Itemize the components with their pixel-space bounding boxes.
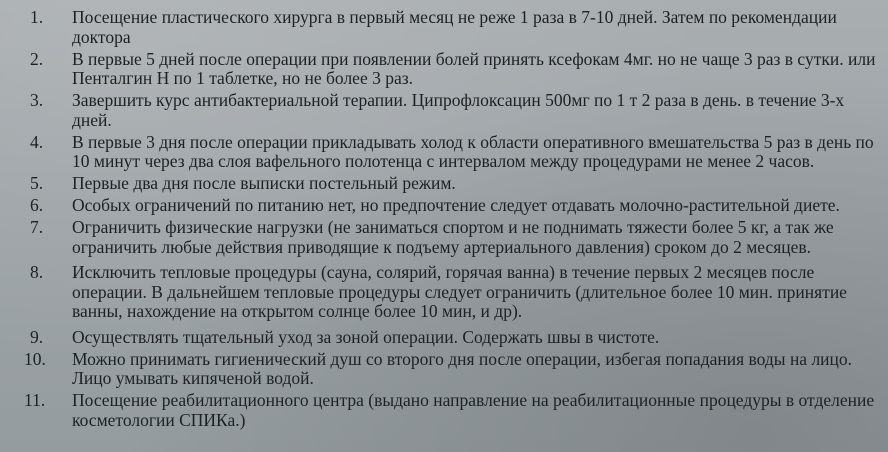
list-item	[0, 174, 888, 194]
list-item	[0, 133, 888, 172]
item-text: Осуществлять тщательный уход за зоной операции. Содержать швы в чистоте.	[72, 326, 660, 347]
item-number: 4.	[30, 131, 44, 152]
item-text: Ограничить физические нагрузки (не заниматься спортом и не поднимать тяжести более 5 кг, а так же ограничить любые действия приводящие к подъему артериального давления) сроком до 2 месяцев.	[72, 217, 834, 257]
list-item	[0, 391, 888, 430]
item-text: В первые 3 дня после операции прикладывать холод к области оперативного вмешательства 5 раз в день по 10 минут через два слоя вафельного полотенца с интервалом между процедурами не менее 2 часов.	[72, 131, 874, 171]
item-text: Можно принимать гигиенический душ со второго дня после операции, избегая попадания воды на лицо. Лицо умывать кипяченой водой.	[72, 348, 853, 388]
list-item	[0, 218, 888, 257]
item-text: Исключить тепловые процедуры (сауна, солярий, горячая ванна) в течение первых 2 месяцев после операции. В дальнейшем тепловые процедуры следует ограничить (длительное более 10 мин. принятие ванны, нахождение на открытом солнце более 10 мин, и др).	[72, 262, 847, 321]
recommendations-list	[0, 8, 888, 430]
item-number: 7.	[30, 217, 44, 237]
item-number: 9.	[30, 326, 44, 347]
item-number: 1.	[30, 7, 44, 27]
item-number: 11.	[24, 390, 46, 410]
item-number: 8.	[30, 262, 44, 282]
item-text: В первые 5 дней после операции при появлении болей принять ксефокам 4мг. но не чаще 3 раз в сутки. или Пенталгин Н по 1 таблетке, но не более 3 раз.	[72, 48, 876, 88]
item-text: Посещение реабилитационного центра (выдано направление на реабилитационные процедуры в отделение косметологии СПИКа.)	[72, 390, 875, 430]
item-text: Завершить курс антибактериальной терапии. Ципрофлоксацин 500мг по 1 т 2 раза в день. в течение 3-х дней.	[72, 90, 845, 130]
item-number: 6.	[30, 195, 44, 215]
item-text: Особых ограничений по питанию нет, но предпочтение следует отдавать молочно-растительной диете.	[72, 195, 840, 215]
item-number: 10.	[24, 348, 46, 369]
list-item	[0, 196, 888, 216]
item-number: 5.	[30, 173, 44, 193]
list-item	[0, 328, 888, 348]
list-item	[0, 350, 888, 389]
item-text: Первые два дня после выписки постельный режим.	[72, 173, 456, 193]
item-number: 2.	[30, 48, 44, 69]
item-text: Посещение пластического хирурга в первый месяц не реже 1 раза в 7-10 дней. Затем по рекомендации доктора	[72, 7, 837, 47]
list-item	[0, 91, 888, 130]
list-item	[0, 50, 888, 89]
item-number: 3.	[30, 90, 44, 110]
list-item	[0, 263, 888, 322]
list-item	[0, 8, 888, 47]
